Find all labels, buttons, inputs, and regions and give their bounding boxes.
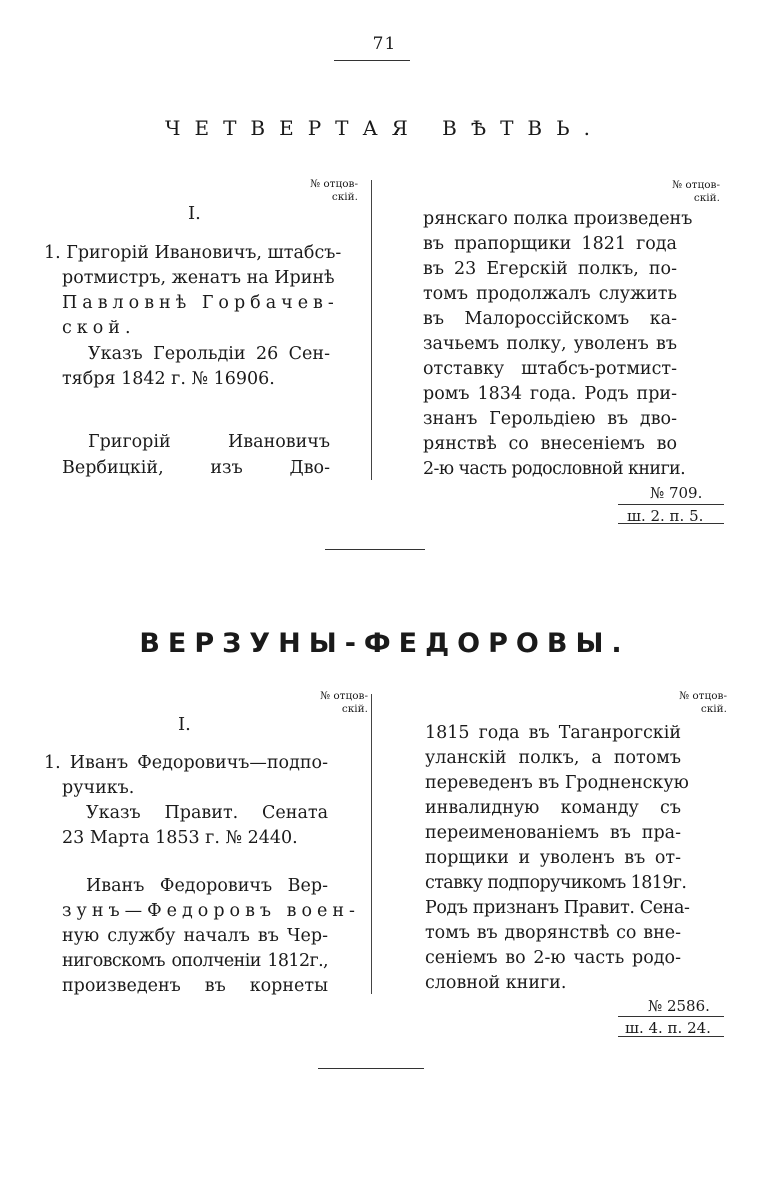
section-separator: [325, 549, 425, 550]
column-header-right: № отцов- скій.: [672, 179, 720, 204]
text-line: въ прапорщики 1821 года: [423, 234, 677, 254]
register-number: № 709.: [650, 484, 703, 502]
text-line: знанъ Герольдіею въ дво-: [423, 409, 677, 429]
text-line: Вербицкій, изъ Дво-: [62, 458, 330, 478]
text-line: ную службу началъ въ Чер-: [62, 926, 328, 946]
text-line: Иванъ Федоровичъ Вер-: [86, 876, 328, 896]
text-line: ромъ 1834 года. Родъ при-: [423, 384, 677, 404]
text-line: въ 23 Егерскій полкъ, по-: [423, 259, 677, 279]
column-header-left: № отцов- скій.: [320, 690, 368, 715]
text-line: 1815 года въ Таганрогскій: [425, 723, 681, 743]
register-location: ш. 4. п. 24.: [625, 1019, 711, 1037]
text-line: 2-ю часть родословной книги.: [423, 459, 686, 479]
page-number: 71: [372, 34, 397, 54]
text-line: Указъ Герольдіи 26 Сен-: [88, 344, 330, 364]
text-line: томъ въ дворянствѣ со вне-: [425, 923, 681, 943]
text-line: ниговскомъ ополченіи 1812г.,: [62, 951, 328, 971]
text-line: ротмистръ, женатъ на Иринѣ: [62, 268, 335, 288]
text-line: зачьемъ полку, уволенъ въ: [423, 334, 677, 354]
page-number-rule: [334, 60, 410, 61]
text-line: ской.: [62, 318, 136, 338]
text-line: переведенъ въ Гродненскую: [425, 773, 689, 793]
text-line: зунъ—Федоровъ воен-: [62, 901, 360, 921]
text-line: ручикъ.: [62, 778, 135, 798]
register-rule: [618, 1036, 724, 1037]
text-line: 1. Иванъ Федоровичъ—подпо-: [44, 753, 328, 773]
section-separator: [318, 1068, 424, 1069]
text-line: томъ продолжалъ служить: [423, 284, 677, 304]
text-line: произведенъ въ корнеты: [62, 976, 328, 996]
register-rule: [618, 504, 724, 505]
text-line: Павловнѣ Горбачев-: [62, 293, 339, 313]
register-rule: [618, 1016, 724, 1017]
text-line: рянствѣ со внесеніемъ во: [423, 434, 677, 454]
column-divider: [371, 180, 372, 480]
text-line: Григорій Ивановичъ: [88, 432, 330, 452]
text-line: словной книги.: [425, 973, 567, 993]
text-line: 1. Григорій Ивановичъ, штабсъ-: [44, 243, 342, 263]
text-line: Родъ признанъ Правит. Сена-: [425, 898, 690, 918]
branch-title: ЧЕТВЕРТАЯ ВѢТВЬ.: [165, 116, 604, 140]
text-line: порщики и уволенъ въ от-: [425, 848, 681, 868]
text-line: переименованіемъ въ пра-: [425, 823, 681, 843]
text-line: рянскаго полка произведенъ: [423, 209, 693, 229]
register-location: ш. 2. п. 5.: [627, 507, 704, 525]
text-line: Указъ Правит. Сената: [86, 803, 328, 823]
family-title: ВЕРЗУНЫ-ФЕДОРОВЫ.: [139, 628, 630, 659]
register-rule: [618, 523, 724, 524]
text-line: сеніемъ во 2-ю часть родо-: [425, 948, 681, 968]
text-line: 23 Марта 1853 г. № 2440.: [62, 828, 298, 848]
text-line: тября 1842 г. № 16906.: [62, 369, 275, 389]
register-number: № 2586.: [648, 997, 710, 1015]
generation-roman: I.: [188, 203, 201, 224]
text-line: въ Малороссійскомъ ка-: [423, 309, 677, 329]
text-line: уланскій полкъ, а потомъ: [425, 748, 681, 768]
text-line: ставку подпоручикомъ 1819г.: [425, 873, 687, 893]
column-header-right: № отцов- скій.: [679, 690, 727, 715]
column-header-left: № отцов- скій.: [310, 178, 358, 203]
text-line: инвалидную команду съ: [425, 798, 681, 818]
text-line: отставку штабсъ-ротмист-: [423, 359, 677, 379]
column-divider: [371, 694, 372, 994]
generation-roman: I.: [178, 714, 191, 735]
